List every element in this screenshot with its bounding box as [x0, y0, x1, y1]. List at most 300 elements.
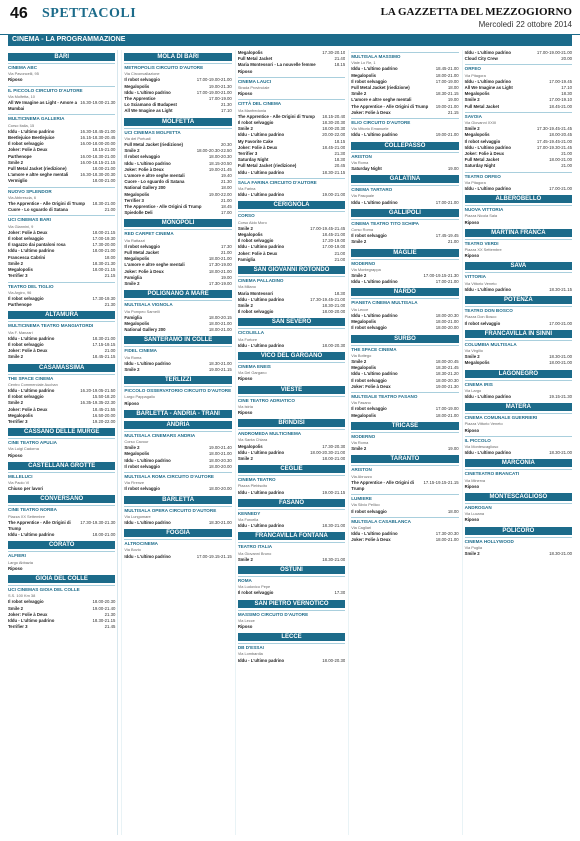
- film-row: [8, 178, 115, 184]
- showtimes: 18.45-21.00: [435, 66, 459, 72]
- film-title: The Apprentice - Alle Origini di Trump: [124, 204, 202, 210]
- film-row: [238, 590, 345, 596]
- film-title: Full Metal Jacket: [124, 250, 159, 256]
- film-title: Iddu - L'ultimo padrino: [464, 286, 511, 292]
- film-title: Smile 2: [237, 225, 253, 231]
- venue-address: Via Giannini, 9: [8, 223, 34, 229]
- showtimes: 21.00: [561, 163, 573, 169]
- venue-address: Via Ludovico Pepe: [237, 584, 271, 590]
- venue-address: Centro Commerciale Auchan: [8, 381, 58, 387]
- showtimes: 18.30-21.00: [322, 523, 346, 529]
- venue-address: Via Pitagora: [464, 72, 486, 78]
- showtimes: 17.00-19.15-21.15: [196, 553, 232, 559]
- showtimes: 15.50-18.20: [92, 394, 116, 400]
- venue-address: Via Farina: [237, 186, 256, 192]
- showtimes: 17.00-19.00-21.00: [196, 77, 232, 83]
- showtimes: 21.00: [221, 250, 232, 256]
- venue-address: Via Santa Chiara: [237, 437, 268, 443]
- venue-address: Via Silvio Pellico: [351, 502, 380, 508]
- film-title: Megalopolis: [124, 320, 150, 326]
- film-title: Il robot selvaggio: [237, 590, 274, 596]
- venue-name: TEATRO DEL TIGLIO: [8, 282, 115, 290]
- showtimes: 18.00-20.30: [322, 342, 346, 348]
- city-heading: CASSANO DELLE MURGE: [8, 428, 115, 436]
- film-row: [465, 186, 572, 192]
- film-title: Smile 2: [237, 556, 253, 562]
- city-heading: LECCE: [238, 633, 345, 641]
- showtimes: 17.00-19.10: [549, 97, 573, 103]
- film-title: Full Metal Jacket (riedizione): [351, 85, 410, 91]
- film-title: Iddu - L'ultimo padrino: [124, 89, 171, 95]
- film-title: Il robot selvaggio: [124, 77, 160, 83]
- showtimes: 21.15: [447, 109, 459, 115]
- film-title: Smile 2: [464, 354, 480, 360]
- venue-address: Via Istria: [237, 403, 253, 409]
- film-title: Iddu - L'ultimo padrino: [237, 244, 285, 250]
- showtimes: 18.00-21.00: [208, 256, 232, 262]
- venue-address: Via Circonvallazione: [124, 71, 160, 77]
- venue-name: MULTISALA CASABLANCA: [351, 517, 458, 525]
- showtimes: 19.00-21.00: [435, 103, 459, 109]
- showtimes: 19.00-21.30: [208, 83, 232, 89]
- film-title: Smile 2: [464, 97, 480, 103]
- film-title: Iddu - L'ultimo padrino: [464, 78, 511, 84]
- film-title: The Apprentice: [124, 96, 156, 102]
- film-title: Il ragazzo dai pantaloni rosa: [8, 242, 66, 248]
- film-title: Riposo: [464, 253, 480, 259]
- listings-title: CINEMA - LA PROGRAMMAZIONE: [12, 36, 126, 43]
- film-title: Il robot selvaggio: [124, 243, 160, 249]
- city-heading: VICO DEL GARGANO: [238, 352, 345, 360]
- showtimes: 18.00-20.00: [322, 309, 346, 315]
- film-title: Joker: Folie à Deux: [8, 147, 48, 153]
- showtimes: 18.00-20.30: [322, 126, 346, 132]
- film-title: Megalopolis: [124, 83, 150, 89]
- film-row: [351, 480, 458, 492]
- film-row: [8, 100, 115, 112]
- showtimes: 18.00-20.45: [549, 132, 573, 138]
- showtimes: 18.00-21.00: [92, 166, 116, 172]
- film-title: Joker: Folie à Deux: [351, 383, 391, 389]
- showtimes: 18.00-20.30: [208, 457, 232, 463]
- showtimes: 21.30: [104, 302, 116, 308]
- page-header: [0, 0, 580, 35]
- film-row: [351, 413, 458, 419]
- showtimes: 18.00-20.00: [208, 486, 232, 492]
- film-row: [124, 281, 231, 287]
- film-title: Megalopolis: [124, 256, 150, 262]
- listings-column: [348, 50, 458, 835]
- film-row: [8, 77, 115, 83]
- venue-name: MODERNO: [351, 432, 458, 440]
- showtimes: 21.45: [104, 624, 116, 630]
- venue-address: Via Abbrescia, 6: [8, 194, 37, 200]
- film-title: Megalopolis: [124, 191, 150, 197]
- showtimes: 17.00-21.00: [549, 186, 573, 192]
- film-title: Il robot selvaggio: [351, 78, 387, 84]
- showtimes: 17.00-19.00: [435, 406, 459, 412]
- venue-name: CINEMA COMUNALE GUERRIERI: [465, 413, 572, 421]
- showtimes: 18.00-21.15: [92, 267, 116, 273]
- city-heading: SAN GIOVANNI ROTONDO: [238, 266, 345, 274]
- venue-name: DB D'ESSAI: [238, 643, 345, 651]
- venue-name: MULTISALA CINEMARS ANDRIA: [124, 431, 231, 439]
- city-heading: MARTINA FRANCA: [465, 229, 572, 237]
- film-title: Joker: Folie à Deux: [351, 109, 391, 115]
- film-title: Il robot selvaggio: [237, 238, 274, 244]
- showtimes: 17.15-19.15-21.15: [423, 479, 459, 485]
- film-title: Iddu - L'ultimo padrino: [237, 489, 285, 495]
- showtimes: 17.00-19.00: [435, 78, 459, 84]
- venue-address: S.S. 100 Km 38: [8, 593, 36, 599]
- film-title: Terrifier 3: [8, 418, 28, 424]
- film-title: Terrifier 3: [124, 197, 144, 203]
- venue-name: ROMA: [238, 576, 345, 584]
- showtimes: 18.45-21.00: [322, 232, 346, 238]
- film-title: National Gallery 200: [124, 185, 166, 191]
- film-title: Iddu - L'ultimo padrino: [8, 532, 55, 538]
- film-title: Il robot selvaggio: [124, 463, 160, 469]
- venue-name: MULTISALA VIGNOLA: [124, 300, 231, 308]
- film-title: Megalopolis: [8, 412, 33, 418]
- showtimes: 18.00-21.15: [92, 229, 116, 235]
- showtimes: 21.30: [104, 611, 116, 617]
- showtimes: 18.00-20.30: [208, 154, 232, 160]
- film-title: Terrifier 3: [8, 273, 28, 279]
- listings-column: [121, 50, 231, 835]
- city-heading: ALBEROBELLO: [465, 195, 572, 203]
- listings-columns: [8, 50, 572, 835]
- film-title: Full Metal Jacket: [464, 157, 500, 163]
- showtimes: 20.00-22.00: [322, 132, 346, 138]
- film-title: Lo Sciamano di Budapest: [124, 102, 177, 108]
- film-title: Riposo: [237, 409, 253, 415]
- film-title: Smile 2: [8, 159, 24, 165]
- film-title: Il robot selvaggio: [8, 599, 44, 605]
- film-title: L'amore e altre seghe mentali: [124, 262, 185, 268]
- showtimes: 18.15: [334, 138, 346, 144]
- film-title: Famiglia: [124, 314, 142, 320]
- listings-column: [462, 50, 572, 835]
- film-title: Iddu - L'ultimo padrino: [8, 335, 55, 341]
- film-title: Full Metal Jacket: [464, 103, 500, 109]
- city-heading: BRINDISI: [238, 419, 345, 427]
- film-title: Il robot selvaggio: [8, 236, 44, 242]
- showtimes: 18.30-21.00: [322, 302, 346, 308]
- showtimes: 16.35-19.35-22.30: [80, 400, 116, 406]
- film-title: Smile 2: [351, 358, 367, 364]
- showtimes: 17.30-19.00: [208, 262, 232, 268]
- film-title: Iddu - L'ultimo padrino: [124, 160, 171, 166]
- film-title: Full Metal Jacket: [237, 56, 273, 62]
- venue-address: Via Milano: [237, 284, 256, 290]
- film-row: [238, 257, 345, 263]
- film-row: [465, 253, 572, 259]
- venue-name: RED CARPET CINEMA: [124, 229, 231, 237]
- venue-name: COLUMBIA MULTISALA: [465, 340, 572, 348]
- film-title: Megalopolis: [464, 91, 490, 97]
- film-row: [465, 163, 572, 169]
- showtimes: 18.00-20.00: [435, 325, 459, 331]
- venue-name: UCI CINEMAS GIOIA DEL COLLE: [8, 585, 115, 593]
- venue-address: Via Lecce: [351, 306, 369, 312]
- showtimes: 19.00-21.00: [435, 132, 459, 138]
- showtimes: 17.15-19.15: [92, 341, 116, 347]
- issue-date: Mercoledì 22 ottobre 2014: [478, 20, 572, 29]
- showtimes: 18.30-21.15: [549, 286, 573, 292]
- showtimes: 17.30: [334, 590, 346, 596]
- film-title: Smile 2: [8, 605, 24, 611]
- film-row: [124, 486, 231, 492]
- venue-name: CINEMA ENEIS: [238, 362, 345, 370]
- page-number: 46: [10, 5, 28, 22]
- showtimes: 18.45-21.00: [549, 103, 573, 109]
- showtimes: 18.00-21.00: [435, 72, 459, 78]
- film-title: Iddu - L'ultimo padrino: [351, 531, 398, 537]
- venue-name: SALA FARINA CIRCUITO D'AUTORE: [238, 178, 345, 186]
- venue-name: NUOVO SPLENDOR: [8, 187, 115, 195]
- showtimes: 17.30-20.30: [322, 443, 346, 449]
- film-title: Riposo: [237, 376, 253, 382]
- venue-name: CICOLELLA: [238, 328, 345, 336]
- showtimes: 17.00-19.45-21.45: [310, 225, 346, 231]
- venue-name: NUOVA VITTORIA: [465, 205, 572, 213]
- venue-address: Via Roma: [351, 159, 369, 165]
- film-title: L'amore e altre seghe mentali: [351, 97, 412, 103]
- film-row: [238, 557, 345, 563]
- film-title: Smile 2: [8, 400, 24, 406]
- film-title: Megalopolis: [237, 443, 263, 449]
- venue-name: PIANETA CINEMA MULTISALA: [351, 298, 458, 306]
- showtimes: 17.10: [561, 85, 573, 91]
- showtimes: 19.40: [221, 173, 232, 179]
- showtimes: 18.00-21.00: [549, 157, 573, 163]
- film-row: [8, 566, 115, 572]
- showtimes: 21.00: [221, 197, 232, 203]
- city-heading: MOLA DI BARI: [124, 53, 231, 61]
- venue-address: Via Manfredonia: [237, 107, 267, 113]
- showtimes: 17.30-20.30: [435, 531, 459, 537]
- city-heading: NARDÒ: [351, 288, 458, 296]
- venue-name: CINE TEATRO ADRIATICO: [238, 396, 345, 404]
- film-title: Iddu - L'ultimo padrino: [124, 457, 171, 463]
- showtimes: 18.00-20.15: [208, 314, 232, 320]
- film-title: Iddu - L'ultimo padrino: [464, 450, 511, 456]
- venue-name: MULTISALA OPERA CIRCUITO D'AUTORE: [124, 506, 231, 514]
- venue-address: Via Molfetta, 10: [8, 93, 35, 99]
- film-row: [124, 210, 231, 216]
- showtimes: 18.00-21.00: [435, 537, 459, 543]
- film-title: Il robot selvaggio: [8, 295, 44, 301]
- film-title: Chiuso per lavori: [8, 486, 44, 492]
- venue-name: MULTICINEMA GALLERIA: [8, 114, 115, 122]
- film-title: Megalopolis: [464, 360, 490, 366]
- film-title: Terrifier 3: [237, 151, 258, 157]
- film-row: [351, 132, 458, 138]
- venue-name: CINEMA TEATRO TITO SCHIPA: [351, 219, 458, 227]
- film-title: Megalopolis: [237, 232, 263, 238]
- venue-address: Via Pavoncelli, 95: [8, 71, 39, 77]
- venue-name: CINETEATRO BRANCATI: [465, 469, 572, 477]
- city-heading: SAVA: [465, 262, 572, 270]
- venue-name: CINEMA LAUCI: [238, 77, 345, 85]
- showtimes: 18.00-21.00: [92, 178, 116, 184]
- city-heading: SAN PIETRO VERNOTICO: [238, 600, 345, 608]
- film-title: Full Metal Jacket (riedizione): [237, 163, 297, 169]
- venue-address: Corso Roma: [351, 227, 374, 233]
- film-title: Saturday Night: [351, 166, 382, 172]
- venue-address: Via Abruzzo: [351, 473, 372, 479]
- film-title: Iddu - L'ultimo padrino: [237, 657, 285, 663]
- showtimes: 18.45-21.00: [322, 144, 346, 150]
- film-title: Iddu - L'ultimo padrino: [351, 66, 398, 72]
- showtimes: 18.30-21.00: [322, 556, 346, 562]
- film-title: Joker: Folie à Deux: [8, 406, 48, 412]
- film-title: Iddu - L'ultimo padrino: [237, 132, 285, 138]
- venue-name: VITTORIA: [465, 272, 572, 280]
- showtimes: 18.30-21.00: [549, 550, 573, 556]
- venue-address: Corso Italia, 15: [8, 122, 35, 128]
- showtimes: 18.15-21.00: [92, 147, 116, 153]
- film-title: Maria Montessori: [237, 290, 274, 296]
- venue-address: Largo Pappagallo: [124, 394, 155, 400]
- venue-name: CINEMA IRIS: [465, 380, 572, 388]
- film-title: Megalopolis: [351, 319, 377, 325]
- venue-address: Piazza XX Settembre: [8, 513, 45, 519]
- film-title: Riposo: [464, 517, 480, 523]
- venue-address: Via Montegrappa: [351, 266, 381, 272]
- film-row: [351, 239, 458, 245]
- showtimes: 18.00-21.00: [208, 451, 232, 457]
- showtimes: 18.00-20.45: [435, 358, 459, 364]
- film-title: Riposo: [237, 91, 253, 97]
- film-row: [351, 279, 458, 285]
- showtimes: 18.00: [104, 254, 116, 260]
- film-title: Riposo: [237, 624, 253, 629]
- film-title: The Apprentice - Alle Origini di Trump: [351, 479, 414, 491]
- film-title: Iddu - L'ultimo padrino: [464, 50, 511, 55]
- city-heading: CASAMASSIMA: [8, 364, 115, 372]
- city-heading: TERLIZZI: [124, 376, 231, 384]
- film-row: [238, 343, 345, 349]
- showtimes: 19.00-21.45: [208, 166, 232, 172]
- film-row: [124, 520, 231, 526]
- showtimes: 18.30: [334, 290, 346, 296]
- venue-address: Via Fasano: [351, 400, 371, 406]
- showtimes: 19.00-21.15: [208, 366, 232, 372]
- venue-address: Via Lombardia: [237, 651, 263, 657]
- film-title: Parthenope: [8, 153, 32, 159]
- venue-name: CINEMA PALLADINO: [238, 276, 345, 284]
- film-title: Il robot selvaggio: [351, 406, 387, 412]
- showtimes: 18.00-21.00: [92, 248, 116, 254]
- film-title: Iddu - L'ultimo padrino: [237, 449, 285, 455]
- venue-address: Strada Provinciale: [237, 85, 270, 91]
- film-title: Iddu - L'ultimo padrino: [351, 132, 398, 138]
- city-heading: BARLETTA: [124, 496, 231, 504]
- film-title: Iddu - L'ultimo padrino: [8, 618, 55, 624]
- film-title: Iddu - L'ultimo padrino: [351, 371, 398, 377]
- film-title: Il robot selvaggio: [464, 138, 501, 144]
- venue-address: Piazza XX Settembre: [464, 247, 502, 253]
- showtimes: 21.00: [334, 250, 346, 256]
- venue-name: ELIO CIRCUITO D'AUTORE: [351, 118, 458, 126]
- film-row: [238, 91, 345, 97]
- film-title: All We Imagine as Light: [464, 85, 513, 91]
- venue-address: Via Luigi Cadorna: [8, 446, 39, 452]
- film-title: Smile 2: [351, 273, 367, 279]
- film-row: [351, 509, 458, 515]
- film-title: Iddu - L'ultimo padrino: [351, 199, 398, 205]
- city-heading: LAGONEGRO: [465, 370, 572, 378]
- film-title: Iddu - L'ultimo padrino: [237, 296, 285, 302]
- city-heading: SANTERAMO IN COLLE: [124, 336, 231, 344]
- section-title: SPETTACOLI: [42, 6, 137, 21]
- film-title: Iddu - L'ultimo padrino: [351, 312, 398, 318]
- film-row: [351, 384, 458, 390]
- film-title: Il robot selvaggio: [237, 309, 274, 315]
- showtimes: 19.00: [221, 274, 232, 280]
- film-title: Iddu - L'ultimo padrino: [8, 248, 55, 254]
- venue-address: Via Puglia: [464, 544, 483, 550]
- venue-address: Via Firenze: [124, 480, 145, 486]
- film-title: Megalopolis: [351, 412, 377, 418]
- venue-address: Piazza Plebiscito: [237, 483, 268, 489]
- showtimes: 17.30: [221, 243, 232, 249]
- venue-address: Via Largo: [464, 387, 482, 393]
- film-row: [238, 624, 345, 630]
- film-title: Il robot selvaggio: [464, 320, 501, 326]
- venue-address: Via Bottego: [351, 352, 372, 358]
- film-title: Smile 2: [8, 260, 24, 266]
- film-row: [8, 419, 115, 425]
- film-title: Maria Montessori - La nouvelle femme: [237, 62, 316, 68]
- city-heading: POLIGNANO A MARE: [124, 290, 231, 298]
- venue-name: CORSO: [238, 211, 345, 219]
- film-title: Riposo: [124, 400, 139, 406]
- city-heading: OSTUNI: [238, 566, 345, 574]
- showtimes: 20.00: [561, 56, 573, 62]
- venue-address: Via dei Portuali: [124, 135, 151, 141]
- film-title: Joker: Folie à Deux: [8, 611, 48, 617]
- film-title: Il robot selvaggio: [124, 486, 160, 492]
- film-row: [351, 537, 458, 543]
- film-title: Cuore - Lo sguardo di Satana: [8, 207, 68, 213]
- venue-address: Piazza Don Bosco: [464, 314, 497, 320]
- city-heading: GALLIPOLI: [351, 209, 458, 217]
- showtimes: 17.00-19.30-21.45: [536, 144, 573, 150]
- film-row: [465, 56, 572, 62]
- showtimes: 19.00-21.15: [322, 489, 346, 495]
- film-title: L'amore e altre seghe mentali: [8, 172, 69, 178]
- city-heading: MAGLIE: [351, 249, 458, 257]
- showtimes: 17.45-19.45: [435, 233, 459, 239]
- showtimes: 17.00-19.45: [549, 78, 573, 84]
- venue-address: Via Paolo VI: [8, 479, 30, 485]
- showtimes: 17.30-19.30: [92, 295, 116, 301]
- city-heading: MARCONIA: [465, 459, 572, 467]
- showtimes: 18.30-21.15: [92, 618, 116, 624]
- venue-name: SAVOIA: [465, 112, 572, 120]
- showtimes: 21.00: [561, 151, 573, 157]
- film-row: [238, 523, 345, 529]
- venue-name: ALTROCINEMA: [124, 539, 231, 547]
- film-title: Smile 2: [237, 455, 253, 461]
- showtimes: 19.00-21.30: [435, 383, 459, 389]
- showtimes: 18.15: [334, 62, 346, 68]
- film-title: National Gallery 200: [124, 327, 166, 333]
- showtimes: 18.30-21.15: [435, 91, 459, 97]
